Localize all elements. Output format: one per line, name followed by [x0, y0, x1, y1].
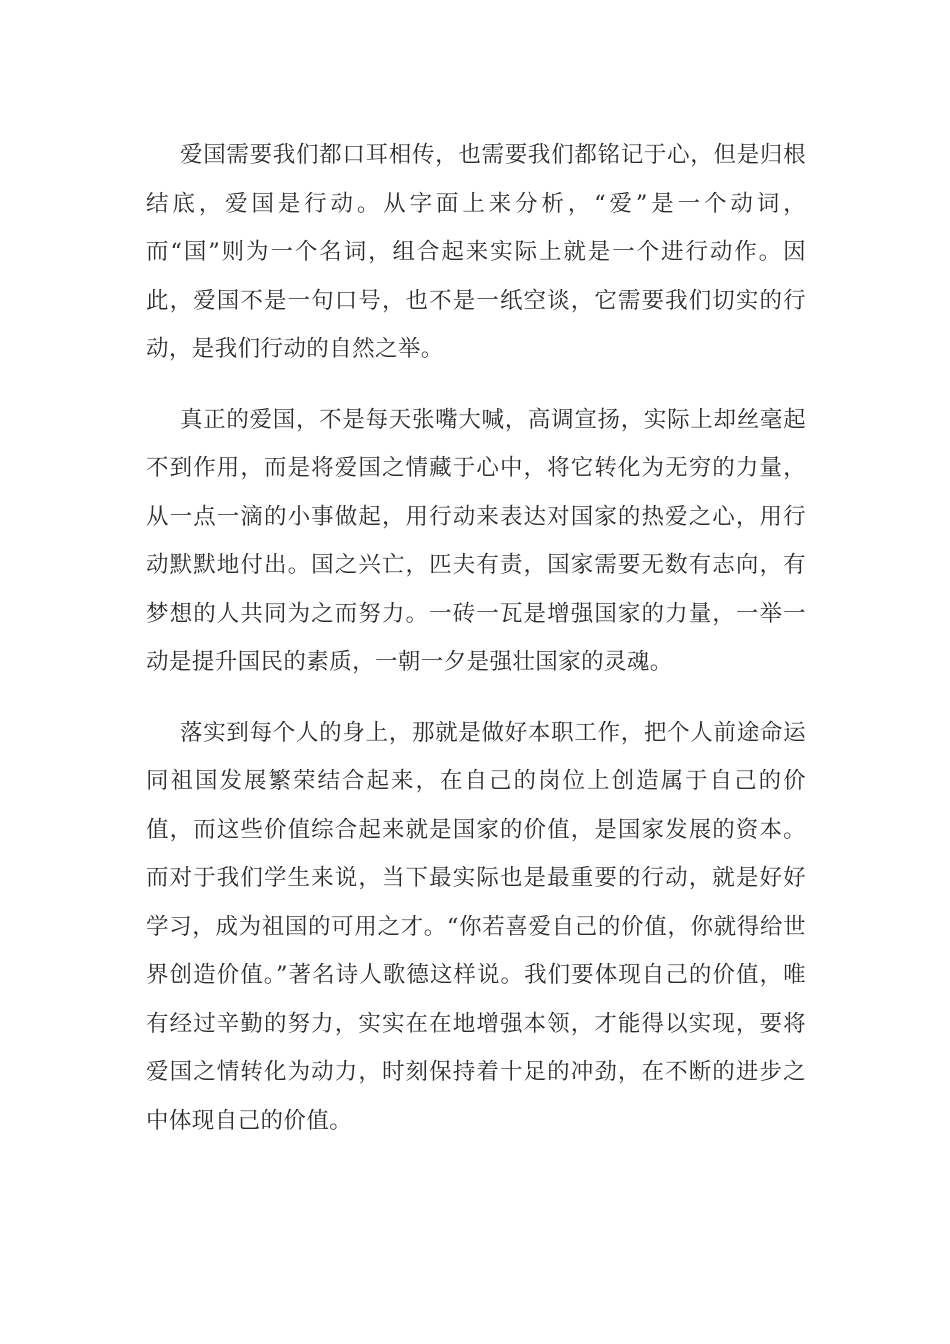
paragraph-1: 爱国需要我们都口耳相传，也需要我们都铭记于心，但是归根结底，爱国是行动。从字面上来分析，“爱”是一个动词，而“国”则为一个名词，组合起来实际上就是一个进行动作。因此，爱国不是一句口号，也不是一纸空谈，它需要我们切实的行动，是我们行动的自然之举。 [146, 142, 806, 362]
paragraph-2: 真正的爱国，不是每天张嘴大喊，高调宣扬，实际上却丝毫起不到作用，而是将爱国之情藏于心中，将它转化为无穷的力量，从一点一滴的小事做起，用行动来表达对国家的热爱之心，用行动默默地付出。国之兴亡，匹夫有责，国家需要无数有志向，有梦想的人共同为之而努力。一砖一瓦是增强国家的力量，一举一动是提升国民的素质，一朝一夕是强壮国家的灵魂。 [146, 406, 806, 675]
paragraph-3: 落实到每个人的身上，那就是做好本职工作，把个人前途命运同祖国发展繁荣结合起来，在自己的岗位上创造属于自己的价值，而这些价值综合起来就是国家的价值，是国家发展的资本。而对于我们学生来说，当下最实际也是最重要的行动，就是好好学习，成为祖国的可用之才。“你若喜爱自己的价值，你就得给世界创造价值。”著名诗人歌德这样说。我们要体现自己的价值，唯有经过辛勤的努力，实实在在地增强本领，才能得以实现，要将爱国之情转化为动力，时刻保持着十足的冲劲，在不断的进步之中体现自己的价值。 [146, 719, 806, 1134]
document-body [146, 131, 806, 1145]
